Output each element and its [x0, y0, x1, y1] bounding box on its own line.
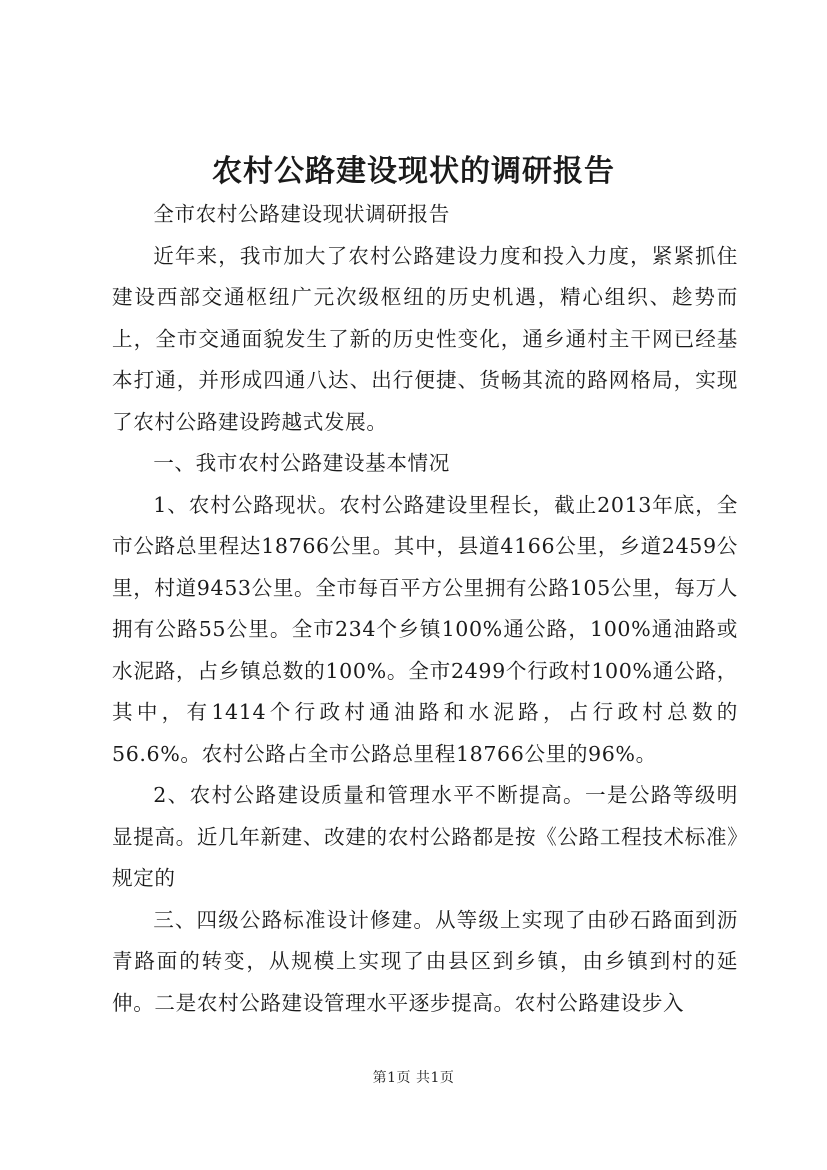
paragraph-status: 1、农村公路现状。农村公路建设里程长，截止2013年底，全市公路总里程达18766公里。其中，县道4166公里，乡道2459公里，村道9453公里。全市每百平方公里拥有公路105公里，每万人拥有公路55公里。全市234个乡镇100%通公路，100%通油路或水泥路，占乡镇总数的100%。全市2499个行政村100%通公路，其中，有1414个行政村通油路和水泥路，占行政村总数的56.6%。农村公路占全市公路总里程18766公里的96%。	[112, 492, 738, 766]
page-footer: 第1页 共1页	[372, 1070, 455, 1086]
paragraph-quality: 2、农村公路建设质量和管理水平不断提高。一是公路等级明显提高。近几年新建、改建的农村公路都是按《公路工程技术标准》规定的	[112, 783, 738, 890]
paragraph-subtitle: 全市农村公路建设现状调研报告	[153, 202, 450, 226]
paragraph-standards: 三、四级公路标准设计修建。从等级上实现了由砂石路面到沥青路面的转变，从规模上实现了由县区到乡镇，由乡镇到村的延伸。二是农村公路建设管理水平逐步提高。农村公路建设步入	[112, 907, 738, 1015]
paragraph-intro: 近年来，我市加大了农村公路建设力度和投入力度，紧紧抓住建设西部交通枢纽广元次级枢纽的历史机遇，精心组织、趁势而上，全市交通面貌发生了新的历史性变化，通乡通村主干网已经基本打通，并形成四通八达、出行便捷、货畅其流的路网格局，实现了农村公路建设跨越式发展。	[112, 243, 738, 434]
document-title: 农村公路建设现状的调研报告	[212, 154, 615, 189]
section-heading-1: 一、我市农村公路建设基本情况	[153, 451, 450, 475]
document-body	[112, 194, 738, 1024]
